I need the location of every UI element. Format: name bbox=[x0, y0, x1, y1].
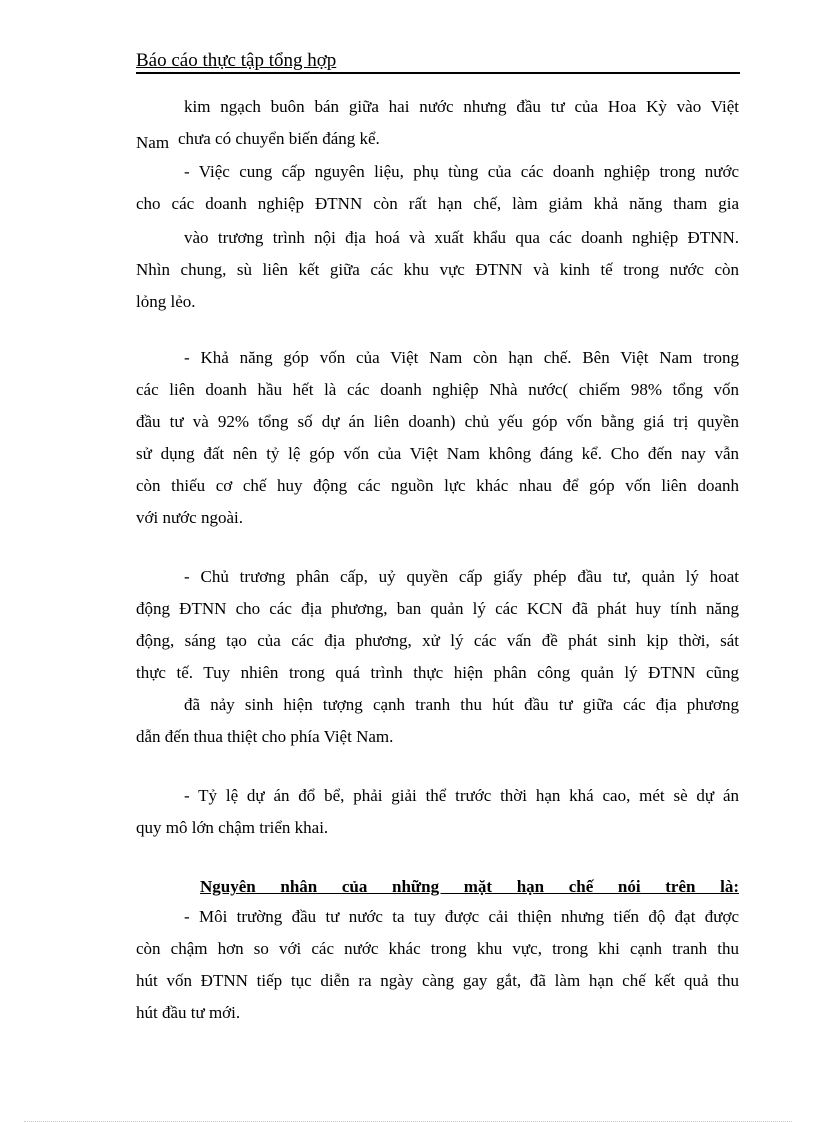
header-title: Báo cáo thực tập tổng hợp bbox=[136, 50, 337, 71]
text-line: cho các doanh nghiệp ĐTNN còn rất hạn chế, làm giảm khả năng tham gia bbox=[136, 194, 739, 213]
text-line: vào trương trình nội địa hoá và xuất khẩu qua các doanh nghiệp ĐTNN. bbox=[184, 228, 739, 247]
text-line: hút đầu tư mới. bbox=[136, 1003, 241, 1022]
text-line: Nam bbox=[136, 133, 170, 152]
text-line: dẫn đến thua thiệt cho phía Việt Nam. bbox=[136, 727, 394, 746]
text-line: - Môi trường đầu tư nước ta tuy được cải thiện nhưng tiến độ đạt được bbox=[184, 907, 739, 926]
text-line: với nước ngoài. bbox=[136, 508, 243, 527]
text-line: thực tế. Tuy nhiên trong quá trình thực hiện phân công quản lý ĐTNN cũng bbox=[136, 663, 739, 682]
page-header bbox=[136, 50, 740, 74]
section-heading: Nguyên nhân của những mặt hạn chế nói trên là: bbox=[200, 877, 739, 896]
text-line: lỏng lẻo. bbox=[136, 292, 196, 311]
text-line: còn thiếu cơ chế huy động các nguồn lực khác nhau để góp vốn liên doanh bbox=[136, 476, 739, 495]
text-line: chưa có chuyển biến đáng kể. bbox=[178, 129, 380, 148]
text-line: động, sáng tạo của các địa phương, xử lý các vấn đề phát sinh kịp thời, sát bbox=[136, 631, 739, 650]
text-line: - Chủ trương phân cấp, uỷ quyền cấp giấy phép đầu tư, quản lý hoat bbox=[184, 567, 739, 586]
page-bottom-rule bbox=[24, 1121, 792, 1122]
text-line: Nhìn chung, sù liên kết giữa các khu vực ĐTNN và kinh tế trong nước còn bbox=[136, 260, 739, 279]
text-line: động ĐTNN cho các địa phương, ban quản lý các KCN đã phát huy tính năng bbox=[136, 599, 739, 618]
text-line: hút vốn ĐTNN tiếp tục diễn ra ngày càng gay gắt, đã làm hạn chế kết quả thu bbox=[136, 971, 739, 990]
text-line: còn chậm hơn so với các nước khác trong khu vực, trong khi cạnh tranh thu bbox=[136, 939, 739, 958]
text-line: - Tỷ lệ dự án đổ bể, phải giải thể trước thời hạn khá cao, mét sè dự án bbox=[184, 786, 739, 805]
text-line: các liên doanh hầu hết là các doanh nghiệp Nhà nước( chiếm 98% tổng vốn bbox=[136, 380, 739, 399]
text-line: quy mô lớn chậm triển khai. bbox=[136, 818, 329, 837]
text-line: - Việc cung cấp nguyên liệu, phụ tùng của các doanh nghiệp trong nước bbox=[184, 162, 739, 181]
text-line: đầu tư và 92% tổng số dự án liên doanh) chủ yếu góp vốn bằng giá trị quyền bbox=[136, 412, 739, 431]
text-line: kim ngạch buôn bán giữa hai nước nhưng đầu tư của Hoa Kỳ vào Việt bbox=[184, 97, 739, 116]
text-line: sử dụng đất nên tỷ lệ góp vốn của Việt Nam không đáng kể. Cho đến nay vẫn bbox=[136, 444, 739, 463]
text-line: đã nảy sinh hiện tượng cạnh tranh thu hút đầu tư giữa các địa phương bbox=[184, 695, 739, 714]
text-line: - Khả năng góp vốn của Việt Nam còn hạn chế. Bên Việt Nam trong bbox=[184, 348, 739, 367]
